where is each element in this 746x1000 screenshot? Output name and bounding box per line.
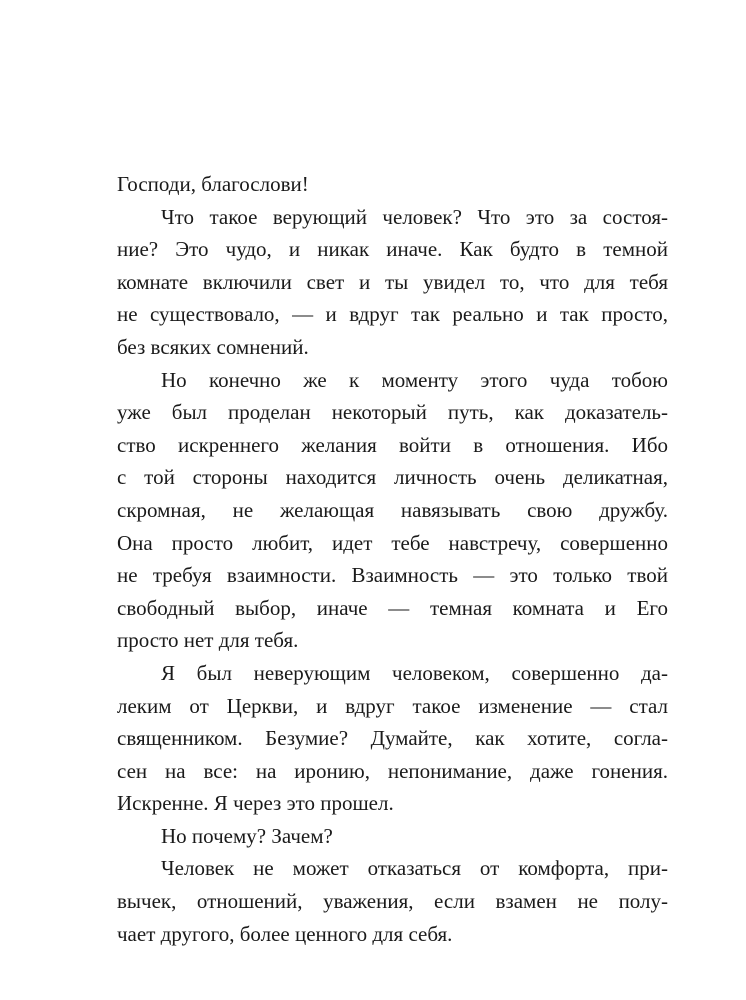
text-line: уже был проделан некоторый путь, как доказатель-	[117, 400, 668, 425]
text-line: ство искреннего желания войти в отношения. Ибо	[117, 432, 668, 457]
text-line: Она просто любит, идет тебе навстречу, совершенно	[117, 530, 668, 555]
text-line: Человек не может отказаться от комфорта, при-	[161, 856, 668, 881]
text-line: сен на все: на иронию, непонимание, даже гонения.	[117, 758, 668, 783]
text-line: Но конечно же к моменту этого чуда тобою	[161, 367, 668, 392]
text-line: комнате включили свет и ты увидел то, что для тебя	[117, 269, 668, 294]
page-body-text	[117, 168, 668, 950]
text-line: без всяких сомнений.	[117, 334, 309, 359]
text-line: не требуя взаимности. Взаимность — это только твой	[117, 563, 668, 588]
text-line: просто нет для тебя.	[117, 628, 299, 653]
text-line: ние? Это чудо, и никак иначе. Как будто в темной	[117, 237, 668, 262]
text-line: леким от Церкви, и вдруг такое изменение — стал	[117, 693, 668, 718]
text-line: чает другого, более ценного для себя.	[117, 921, 453, 946]
text-line: Но почему? Зачем?	[161, 823, 333, 848]
text-line: Искренне. Я через это прошел.	[117, 791, 394, 816]
text-line: священником. Безумие? Думайте, как хотите, согла-	[117, 726, 668, 751]
text-line: Что такое верующий человек? Что это за состоя-	[161, 204, 668, 229]
text-line: не существовало, — и вдруг так реально и так просто,	[117, 302, 668, 327]
text-line: Я был неверующим человеком, совершенно да-	[161, 660, 668, 685]
text-line: с той стороны находится личность очень деликатная,	[117, 465, 668, 490]
text-line: скромная, не желающая навязывать свою дружбу.	[117, 497, 668, 522]
text-line: вычек, отношений, уважения, если взамен не полу-	[117, 889, 668, 914]
text-line: Господи, благослови!	[117, 172, 309, 196]
text-line: свободный выбор, иначе — темная комната и Его	[117, 595, 668, 620]
